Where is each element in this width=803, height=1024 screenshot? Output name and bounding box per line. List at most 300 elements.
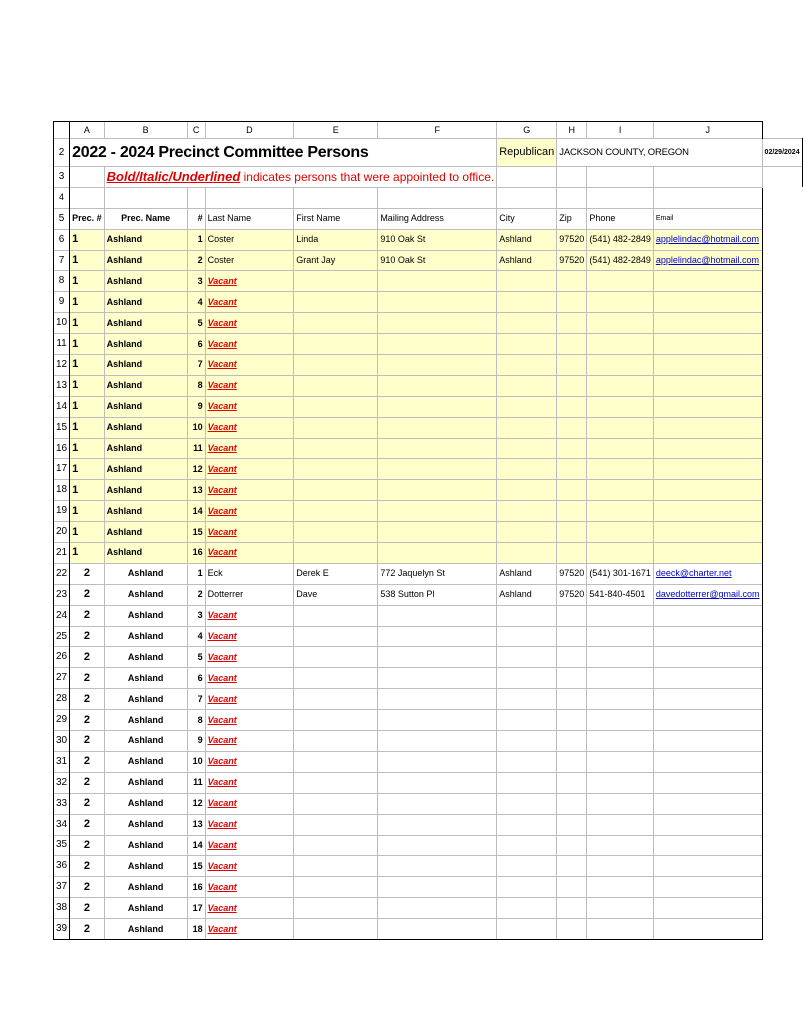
header-mailing-address[interactable]: Mailing Address bbox=[378, 208, 497, 229]
cell-phone[interactable] bbox=[587, 814, 654, 835]
cell-zip[interactable] bbox=[557, 438, 587, 459]
cell-last-name[interactable] bbox=[205, 375, 294, 396]
cell-city[interactable] bbox=[497, 229, 557, 250]
cell-first-name[interactable] bbox=[294, 835, 378, 856]
cell-email[interactable] bbox=[653, 877, 762, 898]
cell-prec-name[interactable] bbox=[104, 647, 187, 668]
cell-phone[interactable] bbox=[587, 459, 654, 480]
cell-last-name[interactable] bbox=[205, 501, 294, 522]
cell-city[interactable] bbox=[497, 563, 557, 584]
row-number[interactable]: 20 bbox=[54, 522, 70, 543]
cell-zip[interactable] bbox=[557, 271, 587, 292]
cell-num[interactable] bbox=[187, 710, 205, 731]
cell-mailing-address[interactable] bbox=[378, 898, 497, 919]
cell-prec-name[interactable] bbox=[104, 919, 187, 940]
cell-mailing-address[interactable] bbox=[378, 772, 497, 793]
cell-phone[interactable] bbox=[587, 563, 654, 584]
cell-prec-no[interactable] bbox=[70, 668, 105, 689]
cell-prec-no[interactable] bbox=[70, 856, 105, 877]
row-number[interactable]: 37 bbox=[54, 877, 70, 898]
cell-prec-name[interactable] bbox=[104, 605, 187, 626]
row-number[interactable]: 6 bbox=[54, 229, 70, 250]
cell-mailing-address[interactable] bbox=[378, 229, 497, 250]
row-number[interactable]: 17 bbox=[54, 459, 70, 480]
cell-city[interactable] bbox=[497, 501, 557, 522]
row-number[interactable]: 24 bbox=[54, 605, 70, 626]
cell-city[interactable] bbox=[497, 919, 557, 940]
cell-mailing-address[interactable] bbox=[378, 459, 497, 480]
cell-mailing-address[interactable] bbox=[378, 250, 497, 271]
cell-first-name[interactable] bbox=[294, 668, 378, 689]
row-number[interactable]: 2 bbox=[54, 139, 70, 167]
cell-last-name[interactable] bbox=[205, 355, 294, 376]
cell-last-name[interactable] bbox=[205, 438, 294, 459]
cell-num[interactable] bbox=[187, 898, 205, 919]
cell-prec-name[interactable] bbox=[104, 584, 187, 605]
email-link[interactable]: applelindac@hotmail.com bbox=[655, 234, 760, 245]
cell-prec-name[interactable] bbox=[104, 501, 187, 522]
cell-num[interactable] bbox=[187, 313, 205, 334]
cell-mailing-address[interactable] bbox=[378, 856, 497, 877]
cell-last-name[interactable] bbox=[205, 543, 294, 564]
cell-num[interactable] bbox=[187, 751, 205, 772]
cell-phone[interactable] bbox=[587, 626, 654, 647]
cell-first-name[interactable] bbox=[294, 919, 378, 940]
cell-first-name[interactable] bbox=[294, 856, 378, 877]
row-number[interactable]: 4 bbox=[54, 187, 70, 208]
column-header-a[interactable]: A bbox=[70, 122, 105, 139]
cell-email[interactable] bbox=[653, 898, 762, 919]
cell-phone[interactable] bbox=[587, 647, 654, 668]
cell-email[interactable] bbox=[653, 271, 762, 292]
cell-zip[interactable] bbox=[557, 793, 587, 814]
cell-first-name[interactable] bbox=[294, 793, 378, 814]
cell-email[interactable] bbox=[653, 814, 762, 835]
cell-phone[interactable] bbox=[587, 417, 654, 438]
cell-city[interactable] bbox=[497, 375, 557, 396]
cell-city[interactable] bbox=[497, 814, 557, 835]
cell-prec-name[interactable] bbox=[104, 229, 187, 250]
cell-zip[interactable] bbox=[557, 605, 587, 626]
column-header-i[interactable]: I bbox=[587, 122, 654, 139]
header-prec-no[interactable]: Prec. # bbox=[70, 208, 105, 229]
cell-prec-no[interactable] bbox=[70, 229, 105, 250]
cell-email[interactable] bbox=[653, 731, 762, 752]
cell-city[interactable] bbox=[497, 543, 557, 564]
cell-first-name[interactable] bbox=[294, 229, 378, 250]
cell-city[interactable] bbox=[497, 835, 557, 856]
cell-city[interactable] bbox=[497, 334, 557, 355]
cell-city[interactable] bbox=[497, 313, 557, 334]
cell-prec-name[interactable] bbox=[104, 856, 187, 877]
cell-prec-no[interactable] bbox=[70, 584, 105, 605]
cell-prec-no[interactable] bbox=[70, 835, 105, 856]
cell-mailing-address[interactable] bbox=[378, 793, 497, 814]
cell-city[interactable] bbox=[497, 877, 557, 898]
cell-prec-name[interactable] bbox=[104, 438, 187, 459]
row-number[interactable]: 9 bbox=[54, 292, 70, 313]
cell-city[interactable] bbox=[497, 731, 557, 752]
cell-email[interactable] bbox=[653, 605, 762, 626]
cell-num[interactable] bbox=[187, 772, 205, 793]
cell-email[interactable] bbox=[653, 563, 762, 584]
cell-zip[interactable] bbox=[557, 856, 587, 877]
cell-city[interactable] bbox=[497, 522, 557, 543]
cell-last-name[interactable] bbox=[205, 626, 294, 647]
header-email[interactable]: Email bbox=[653, 208, 762, 229]
row-number[interactable]: 28 bbox=[54, 689, 70, 710]
email-link[interactable]: applelindac@hotmail.com bbox=[655, 255, 760, 265]
cell-first-name[interactable] bbox=[294, 313, 378, 334]
cell-email[interactable] bbox=[653, 856, 762, 877]
cell-prec-no[interactable] bbox=[70, 563, 105, 584]
cell-first-name[interactable] bbox=[294, 250, 378, 271]
row-number[interactable]: 5 bbox=[54, 208, 70, 229]
header-phone[interactable]: Phone bbox=[587, 208, 654, 229]
cell-mailing-address[interactable] bbox=[378, 605, 497, 626]
cell-mailing-address[interactable] bbox=[378, 751, 497, 772]
cell-first-name[interactable] bbox=[294, 501, 378, 522]
cell-phone[interactable] bbox=[587, 271, 654, 292]
cell-num[interactable] bbox=[187, 522, 205, 543]
cell-phone[interactable] bbox=[587, 375, 654, 396]
cell-first-name[interactable] bbox=[294, 877, 378, 898]
cell-phone[interactable] bbox=[587, 543, 654, 564]
cell-zip[interactable] bbox=[557, 250, 587, 271]
row-number[interactable]: 11 bbox=[54, 334, 70, 355]
cell-last-name[interactable] bbox=[205, 814, 294, 835]
cell-last-name[interactable] bbox=[205, 751, 294, 772]
row-number[interactable]: 26 bbox=[54, 647, 70, 668]
cell-prec-no[interactable] bbox=[70, 271, 105, 292]
cell-email[interactable] bbox=[653, 375, 762, 396]
row-number[interactable]: 31 bbox=[54, 751, 70, 772]
cell-num[interactable] bbox=[187, 417, 205, 438]
cell-email[interactable] bbox=[653, 355, 762, 376]
cell-phone[interactable] bbox=[587, 438, 654, 459]
cell-mailing-address[interactable] bbox=[378, 480, 497, 501]
cell-zip[interactable] bbox=[557, 772, 587, 793]
cell-prec-name[interactable] bbox=[104, 375, 187, 396]
cell-num[interactable] bbox=[187, 375, 205, 396]
cell-prec-name[interactable] bbox=[104, 877, 187, 898]
cell-prec-name[interactable] bbox=[104, 396, 187, 417]
cell-last-name[interactable] bbox=[205, 668, 294, 689]
cell-prec-no[interactable] bbox=[70, 710, 105, 731]
cell-prec-no[interactable] bbox=[70, 292, 105, 313]
cell-first-name[interactable] bbox=[294, 626, 378, 647]
header-first-name[interactable]: First Name bbox=[294, 208, 378, 229]
row-number[interactable]: 29 bbox=[54, 710, 70, 731]
cell-city[interactable] bbox=[497, 689, 557, 710]
cell-email[interactable] bbox=[653, 250, 762, 271]
cell-mailing-address[interactable] bbox=[378, 417, 497, 438]
cell-num[interactable] bbox=[187, 689, 205, 710]
cell-phone[interactable] bbox=[587, 835, 654, 856]
row-number[interactable]: 39 bbox=[54, 919, 70, 940]
cell-phone[interactable] bbox=[587, 605, 654, 626]
cell-num[interactable] bbox=[187, 438, 205, 459]
cell-prec-name[interactable] bbox=[104, 480, 187, 501]
cell-last-name[interactable] bbox=[205, 271, 294, 292]
cell-num[interactable] bbox=[187, 271, 205, 292]
cell-email[interactable] bbox=[653, 522, 762, 543]
cell-mailing-address[interactable] bbox=[378, 543, 497, 564]
cell-first-name[interactable] bbox=[294, 731, 378, 752]
cell-mailing-address[interactable] bbox=[378, 334, 497, 355]
cell-mailing-address[interactable] bbox=[378, 584, 497, 605]
cell-zip[interactable] bbox=[557, 835, 587, 856]
row-number[interactable]: 10 bbox=[54, 313, 70, 334]
cell-last-name[interactable] bbox=[205, 334, 294, 355]
cell-mailing-address[interactable] bbox=[378, 375, 497, 396]
cell-first-name[interactable] bbox=[294, 355, 378, 376]
cell-last-name[interactable] bbox=[205, 647, 294, 668]
cell-email[interactable] bbox=[653, 668, 762, 689]
cell-email[interactable] bbox=[653, 438, 762, 459]
cell-last-name[interactable] bbox=[205, 292, 294, 313]
cell-first-name[interactable] bbox=[294, 563, 378, 584]
cell-email[interactable] bbox=[653, 626, 762, 647]
cell-mailing-address[interactable] bbox=[378, 668, 497, 689]
cell-email[interactable] bbox=[653, 229, 762, 250]
cell-email[interactable] bbox=[653, 710, 762, 731]
cell-email[interactable] bbox=[653, 396, 762, 417]
cell-last-name[interactable] bbox=[205, 313, 294, 334]
cell-prec-name[interactable] bbox=[104, 313, 187, 334]
cell-first-name[interactable] bbox=[294, 710, 378, 731]
cell-prec-name[interactable] bbox=[104, 751, 187, 772]
cell-zip[interactable] bbox=[557, 563, 587, 584]
cell-phone[interactable] bbox=[587, 793, 654, 814]
cell-zip[interactable] bbox=[557, 814, 587, 835]
cell-phone[interactable] bbox=[587, 396, 654, 417]
column-header-j[interactable]: J bbox=[653, 122, 762, 139]
cell-phone[interactable] bbox=[587, 668, 654, 689]
cell-first-name[interactable] bbox=[294, 584, 378, 605]
cell-num[interactable] bbox=[187, 355, 205, 376]
cell-num[interactable] bbox=[187, 919, 205, 940]
column-header-b[interactable]: B bbox=[104, 122, 187, 139]
cell-city[interactable] bbox=[497, 396, 557, 417]
cell-zip[interactable] bbox=[557, 584, 587, 605]
cell-last-name[interactable] bbox=[205, 522, 294, 543]
cell-last-name[interactable] bbox=[205, 584, 294, 605]
cell-prec-no[interactable] bbox=[70, 522, 105, 543]
cell-num[interactable] bbox=[187, 835, 205, 856]
cell-last-name[interactable] bbox=[205, 459, 294, 480]
cell-prec-no[interactable] bbox=[70, 751, 105, 772]
row-number[interactable]: 25 bbox=[54, 626, 70, 647]
cell-first-name[interactable] bbox=[294, 647, 378, 668]
cell-city[interactable] bbox=[497, 417, 557, 438]
cell-first-name[interactable] bbox=[294, 375, 378, 396]
cell-city[interactable] bbox=[497, 250, 557, 271]
cell-first-name[interactable] bbox=[294, 334, 378, 355]
cell-prec-name[interactable] bbox=[104, 563, 187, 584]
cell-num[interactable] bbox=[187, 250, 205, 271]
cell-last-name[interactable] bbox=[205, 835, 294, 856]
cell-phone[interactable] bbox=[587, 480, 654, 501]
cell-prec-name[interactable] bbox=[104, 271, 187, 292]
row-number[interactable]: 22 bbox=[54, 563, 70, 584]
header-zip[interactable]: Zip bbox=[557, 208, 587, 229]
cell-email[interactable] bbox=[653, 313, 762, 334]
cell-prec-name[interactable] bbox=[104, 689, 187, 710]
cell-first-name[interactable] bbox=[294, 543, 378, 564]
cell-num[interactable] bbox=[187, 334, 205, 355]
cell-email[interactable] bbox=[653, 772, 762, 793]
cell-prec-no[interactable] bbox=[70, 772, 105, 793]
cell-first-name[interactable] bbox=[294, 772, 378, 793]
column-header-c[interactable]: C bbox=[187, 122, 205, 139]
cell-phone[interactable] bbox=[587, 334, 654, 355]
cell-zip[interactable] bbox=[557, 710, 587, 731]
cell-phone[interactable] bbox=[587, 355, 654, 376]
cell-city[interactable] bbox=[497, 647, 557, 668]
cell-city[interactable] bbox=[497, 355, 557, 376]
cell-prec-name[interactable] bbox=[104, 731, 187, 752]
cell-prec-name[interactable] bbox=[104, 355, 187, 376]
cell-prec-no[interactable] bbox=[70, 396, 105, 417]
row-number[interactable]: 18 bbox=[54, 480, 70, 501]
cell-num[interactable] bbox=[187, 647, 205, 668]
cell-num[interactable] bbox=[187, 563, 205, 584]
cell-city[interactable] bbox=[497, 292, 557, 313]
cell-zip[interactable] bbox=[557, 522, 587, 543]
cell-num[interactable] bbox=[187, 543, 205, 564]
header-prec-name[interactable]: Prec. Name bbox=[104, 208, 187, 229]
cell-first-name[interactable] bbox=[294, 814, 378, 835]
cell-phone[interactable] bbox=[587, 877, 654, 898]
cell-prec-name[interactable] bbox=[104, 793, 187, 814]
cell-phone[interactable] bbox=[587, 501, 654, 522]
cell-first-name[interactable] bbox=[294, 417, 378, 438]
cell-last-name[interactable] bbox=[205, 856, 294, 877]
row-number[interactable]: 16 bbox=[54, 438, 70, 459]
cell-first-name[interactable] bbox=[294, 271, 378, 292]
email-link[interactable]: davedotterrer@gmail.com bbox=[655, 589, 760, 600]
cell-num[interactable] bbox=[187, 459, 205, 480]
cell-email[interactable] bbox=[653, 480, 762, 501]
cell-prec-no[interactable] bbox=[70, 250, 105, 271]
cell-prec-name[interactable] bbox=[104, 626, 187, 647]
cell-mailing-address[interactable] bbox=[378, 647, 497, 668]
cell-email[interactable] bbox=[653, 647, 762, 668]
cell-prec-name[interactable] bbox=[104, 334, 187, 355]
cell-prec-name[interactable] bbox=[104, 459, 187, 480]
row-number[interactable]: 30 bbox=[54, 731, 70, 752]
cell-prec-no[interactable] bbox=[70, 919, 105, 940]
cell-num[interactable] bbox=[187, 605, 205, 626]
cell-zip[interactable] bbox=[557, 668, 587, 689]
cell-email[interactable] bbox=[653, 793, 762, 814]
cell-prec-no[interactable] bbox=[70, 689, 105, 710]
cell-prec-no[interactable] bbox=[70, 438, 105, 459]
cell-phone[interactable] bbox=[587, 919, 654, 940]
cell-prec-no[interactable] bbox=[70, 480, 105, 501]
header-num[interactable]: # bbox=[187, 208, 205, 229]
cell-email[interactable] bbox=[653, 919, 762, 940]
cell-prec-no[interactable] bbox=[70, 898, 105, 919]
cell-phone[interactable] bbox=[587, 751, 654, 772]
cell-prec-name[interactable] bbox=[104, 250, 187, 271]
cell-first-name[interactable] bbox=[294, 898, 378, 919]
cell-zip[interactable] bbox=[557, 355, 587, 376]
cell-city[interactable] bbox=[497, 793, 557, 814]
cell-prec-no[interactable] bbox=[70, 731, 105, 752]
cell-prec-name[interactable] bbox=[104, 668, 187, 689]
cell-prec-no[interactable] bbox=[70, 647, 105, 668]
row-number[interactable]: 35 bbox=[54, 835, 70, 856]
cell-last-name[interactable] bbox=[205, 229, 294, 250]
cell-phone[interactable] bbox=[587, 522, 654, 543]
cell-city[interactable] bbox=[497, 898, 557, 919]
cell-zip[interactable] bbox=[557, 919, 587, 940]
cell-phone[interactable] bbox=[587, 250, 654, 271]
cell-last-name[interactable] bbox=[205, 417, 294, 438]
row-number[interactable]: 15 bbox=[54, 417, 70, 438]
cell-city[interactable] bbox=[497, 271, 557, 292]
cell-first-name[interactable] bbox=[294, 751, 378, 772]
cell-mailing-address[interactable] bbox=[378, 563, 497, 584]
cell-num[interactable] bbox=[187, 877, 205, 898]
row-number[interactable]: 38 bbox=[54, 898, 70, 919]
cell-first-name[interactable] bbox=[294, 292, 378, 313]
cell-city[interactable] bbox=[497, 772, 557, 793]
header-city[interactable]: City bbox=[497, 208, 557, 229]
cell-num[interactable] bbox=[187, 731, 205, 752]
column-header-g[interactable]: G bbox=[497, 122, 557, 139]
cell-num[interactable] bbox=[187, 480, 205, 501]
cell-num[interactable] bbox=[187, 229, 205, 250]
column-header-h[interactable]: H bbox=[557, 122, 587, 139]
cell-mailing-address[interactable] bbox=[378, 522, 497, 543]
cell-email[interactable] bbox=[653, 334, 762, 355]
column-header-e[interactable]: E bbox=[294, 122, 378, 139]
cell-first-name[interactable] bbox=[294, 522, 378, 543]
cell-email[interactable] bbox=[653, 501, 762, 522]
cell-phone[interactable] bbox=[587, 856, 654, 877]
cell-prec-no[interactable] bbox=[70, 543, 105, 564]
cell-mailing-address[interactable] bbox=[378, 271, 497, 292]
row-number[interactable]: 21 bbox=[54, 543, 70, 564]
cell-city[interactable] bbox=[497, 626, 557, 647]
cell-phone[interactable] bbox=[587, 689, 654, 710]
cell-city[interactable] bbox=[497, 459, 557, 480]
cell-zip[interactable] bbox=[557, 229, 587, 250]
cell-mailing-address[interactable] bbox=[378, 919, 497, 940]
cell-city[interactable] bbox=[497, 856, 557, 877]
cell-mailing-address[interactable] bbox=[378, 313, 497, 334]
cell-num[interactable] bbox=[187, 501, 205, 522]
cell-zip[interactable] bbox=[557, 626, 587, 647]
cell-zip[interactable] bbox=[557, 396, 587, 417]
cell-prec-name[interactable] bbox=[104, 417, 187, 438]
cell-first-name[interactable] bbox=[294, 438, 378, 459]
row-number[interactable]: 34 bbox=[54, 814, 70, 835]
cell-prec-name[interactable] bbox=[104, 710, 187, 731]
cell-city[interactable] bbox=[497, 710, 557, 731]
cell-zip[interactable] bbox=[557, 689, 587, 710]
cell-zip[interactable] bbox=[557, 334, 587, 355]
cell-email[interactable] bbox=[653, 459, 762, 480]
cell-prec-no[interactable] bbox=[70, 417, 105, 438]
cell-mailing-address[interactable] bbox=[378, 501, 497, 522]
cell-city[interactable] bbox=[497, 584, 557, 605]
cell-last-name[interactable] bbox=[205, 898, 294, 919]
cell-zip[interactable] bbox=[557, 459, 587, 480]
